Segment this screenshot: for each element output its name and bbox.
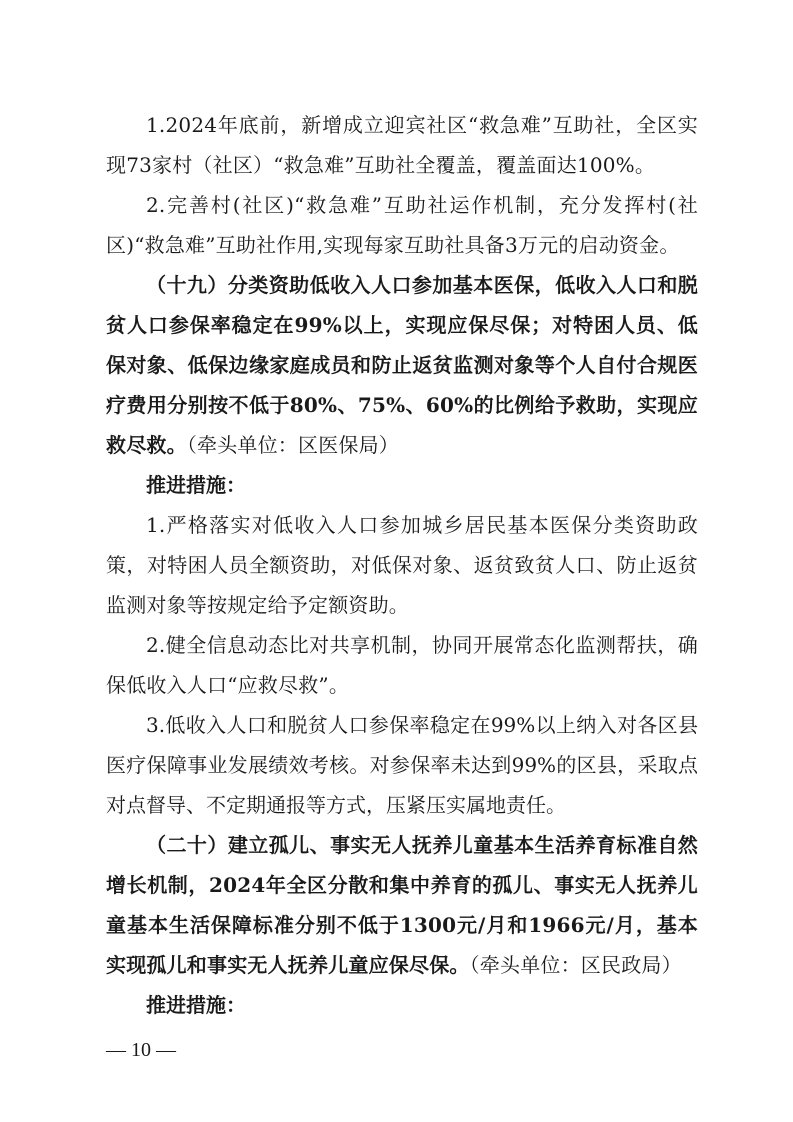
measure-paragraph-4: 2.健全信息动态比对共享机制，协同开展常态化监测帮扶，确保低收入人口“应救尽救”。 <box>106 633 698 697</box>
measure-paragraph-1: 1.2024年底前，新增成立迎宾社区“救急难”互助社，全区实现73家村（社区）“救急难”互助社全覆盖，覆盖面达100%。 <box>106 113 698 177</box>
document-body <box>106 105 698 1025</box>
task-paragraph-20 <box>106 825 698 985</box>
measure-paragraph-5: 3.低收入人口和脱贫人口参保率稳定在99%以上纳入对各区县医疗保障事业发展绩效考核。对参保率未达到99%的区县，采取点对点督导、不定期通报等方式，压紧压实属地责任。 <box>106 713 698 817</box>
measure-paragraph-2: 2.完善村(社区)“救急难”互助社运作机制，充分发挥村(社区)“救急难”互助社作用,实现每家互助社具备3万元的启动资金。 <box>106 193 698 257</box>
task-paragraph-19 <box>106 265 698 465</box>
measures-heading-1: 推进措施： <box>146 473 246 497</box>
task-20-lead-unit: （牵头单位：区民政局） <box>469 953 682 977</box>
measures-heading-2: 推进措施： <box>146 993 246 1017</box>
measure-paragraph-3: 1.严格落实对低收入人口参加城乡居民基本医保分类资助政策，对特困人员全额资助，对低保对象、返贫致贫人口、防止返贫监测对象等按规定给予定额资助。 <box>106 513 698 617</box>
task-20-statement: （二十）建立孤儿、事实无人抚养儿童基本生活养育标准自然增长机制，2024年全区分散和集中养育的孤儿、事实无人抚养儿童基本生活保障标准分别不低于1300元/月和1966元/月，基本实现孤儿和事实无人抚养儿童应保尽保。 <box>106 833 698 977</box>
task-19-statement: （十九）分类资助低收入人口参加基本医保，低收入人口和脱贫人口参保率稳定在99%以上，实现应保尽保；对特困人员、低保对象、低保边缘家庭成员和防止返贫监测对象等个人自付合规医疗费用分别按不低于80%、75%、60%的比例给予救助，实现应救尽救。 <box>106 273 698 457</box>
page-number: — 10 — <box>106 1039 176 1061</box>
task-19-lead-unit: （牵头单位：区医保局） <box>186 433 400 457</box>
